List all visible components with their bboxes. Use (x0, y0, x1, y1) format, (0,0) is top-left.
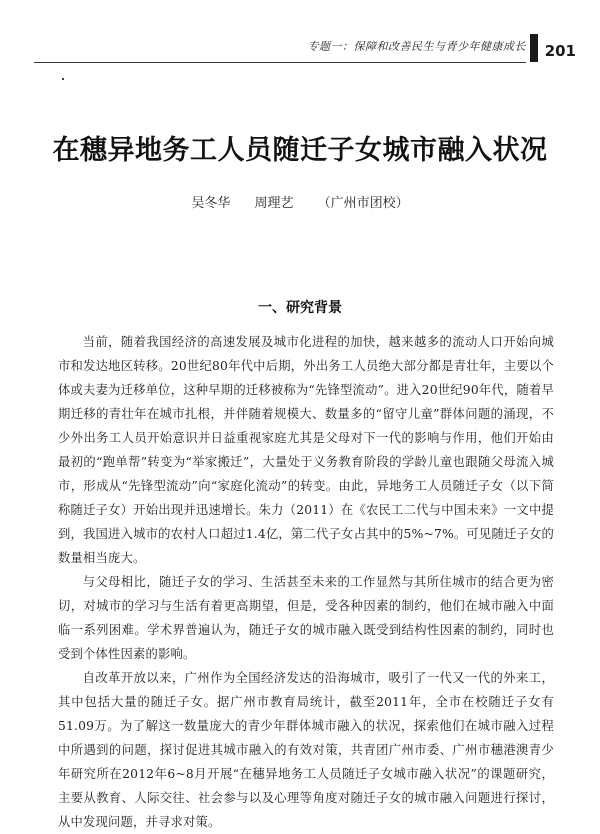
paragraph-2: 与父母相比，随迁子女的学习、生活甚至未来的工作显然与其所住城市的结合更为密切，对城市的学习与生活有着更高期望，但是，受各种因素的制约，他们在城市融入中面临一系列困难。学术界普遍认为，随迁子女的城市融入既受到结构性因素的制约，同时也受到个体性因素的影响。 (58, 575, 554, 661)
scan-speck (62, 78, 64, 80)
article-title: 在穗异地务工人员随迁子女城市融入状况 (52, 135, 548, 166)
running-header (0, 34, 600, 64)
author-2: 周理艺 (254, 196, 294, 211)
author-1: 吴冬华 (191, 196, 231, 211)
paragraph-3: 自改革开放以来，广州作为全国经济发达的沿海城市，吸引了一代又一代的外来工，其中包括大量的随迁子女。据广州市教育局统计，截至2011年，全市在校随迁子女有51.09万。为了解这一数量庞大的青少年群体城市融入的状况，探索他们在城市融入过程中所遇到的问题，探讨促进其城市融入的有效对策，共青团广州市委、广州市穗港澳青少年研究所在2012年6~8月开展“在穗异地务工人员随迁子女城市融入状况”的课题研究，主要从教育、人际交往、社会参与以及心理等角度对随迁子女的城市融入问题进行探讨，从中发现问题，并寻求对策。 (58, 671, 554, 829)
paragraph-1: 当前，随着我国经济的高速发展及城市化进程的加快，越来越多的流动人口开始向城市和发达地区转移。20世纪80年代中后期，外出务工人员绝大部分都是青壮年，主要以个体或夫妻为迁移单位，这种早期的迁移被称为“先锋型流动”。进入20世纪90年代，随着早期迁移的青壮年在城市扎根，并伴随着规模大、数量多的“留守儿童”群体问题的涌现，不少外出务工人员开始意识并日益重视家庭尤其是父母对下一代的影响与作用，他们开始由最初的“跑单帮”转变为“举家搬迁”，大量处于义务教育阶段的学龄儿童也跟随父母流入城市，形成从“先锋型流动”向“家庭化流动”的转变。由此，异地务工人员随迁子女（以下简称随迁子女）开始出现并迅速增长。朱力（2011）在《农民工二代与中国未来》一文中提到，我国进入城市的农村人口超过1.4亿，第二代子女占其中的5%~7%。可见随迁子女的数量相当庞大。 (58, 335, 554, 565)
section-heading: 一、研究背景 (258, 300, 342, 316)
body-text (58, 330, 554, 834)
header-rule (34, 62, 526, 63)
author-line (0, 192, 600, 211)
author-affiliation: （广州市团校） (317, 196, 409, 211)
header-bar-decoration (530, 34, 538, 62)
page-number: 201 (544, 42, 576, 60)
running-title: 专题一：保障和改善民生与青少年健康成长 (307, 40, 526, 53)
